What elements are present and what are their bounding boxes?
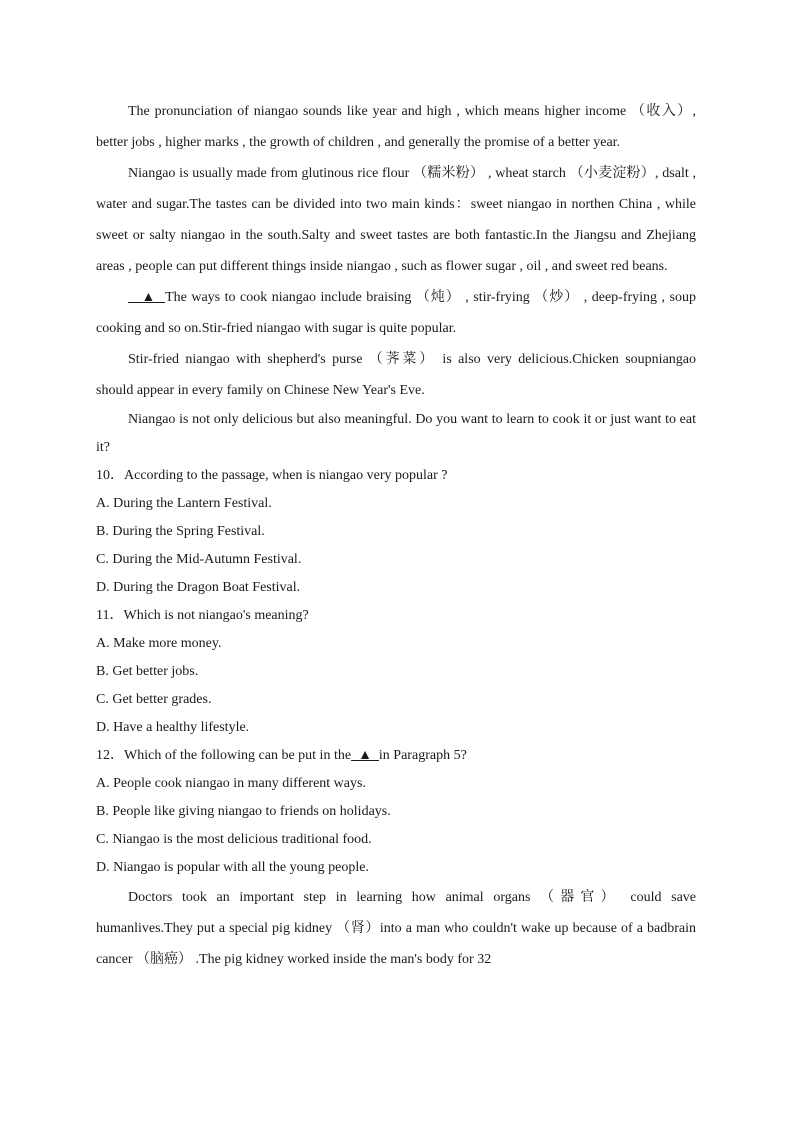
option-c: C. During the Mid-Autumn Festival. [96, 552, 302, 567]
question-stem: 11．Which is not niangao's meaning? [96, 608, 309, 623]
question-11 [96, 602, 696, 742]
question-stem-end: in Paragraph 5? [378, 748, 467, 763]
passage-paragraph-3 [96, 282, 696, 344]
question-stem: 10．According to the passage, when is niangao very popular ? [96, 468, 448, 483]
answer-blank: ▲ [128, 290, 166, 305]
question-stem [96, 742, 696, 770]
document-page [96, 96, 696, 975]
option-b: B. Get better jobs. [96, 664, 199, 679]
question-stem-start: 12．Which of the following can be put in the [96, 748, 352, 763]
option-a: A. People cook niangao in many different ways. [96, 776, 366, 791]
option-d: D. Have a healthy lifestyle. [96, 720, 250, 735]
option-a: A. Make more money. [96, 636, 222, 651]
passage-paragraph-5: Niangao is not only delicious but also meaningful. Do you want to learn to cook it or just want to eat it? [96, 412, 696, 455]
option-b: B. During the Spring Festival. [96, 524, 265, 539]
answer-blank: ▲ [351, 748, 379, 763]
option-d: D. Niangao is popular with all the young people. [96, 860, 369, 875]
question-10 [96, 462, 696, 602]
option-a: A. During the Lantern Festival. [96, 496, 272, 511]
option-c: C. Get better grades. [96, 692, 212, 707]
passage-paragraph-2: Niangao is usually made from glutinous rice flour （糯米粉） , wheat starch （小麦淀粉）, dsalt , water and sugar.The tastes can be divided into two main kinds：sweet niangao in northen China , while sweet or salty niangao in the south.Salty and sweet tastes are both fantastic.In the Jiangsu and Zhejiang areas , people can put different things inside niangao , such as flower sugar , oil , and sweet red beans. [96, 166, 696, 274]
passage-paragraph-3-text: The ways to cook niangao include braising （炖） , stir-frying （炒） , deep-frying , soup cooking and so on.Stir-fried niangao with sugar is quite popular. [96, 290, 696, 336]
passage-paragraph-1: The pronunciation of niangao sounds like year and high , which means higher income （收入）, better jobs , higher marks , the growth of children , and generally the promise of a better year. [96, 104, 696, 150]
passage-paragraph-4: Stir-fried niangao with shepherd's purse （荠菜） is also very delicious.Chicken soupniangao should appear in every family on Chinese New Year's Eve. [96, 352, 696, 398]
option-c: C. Niangao is the most delicious traditional food. [96, 832, 372, 847]
question-12 [96, 742, 696, 882]
option-d: D. During the Dragon Boat Festival. [96, 580, 301, 595]
passage-2-paragraph-1: Doctors took an important step in learning how animal organs （器官） could save humanlives.They put a special pig kidney （肾）into a man who couldn't wake up because of a badbrain cancer （脑癌） .The pig kidney worked inside the man's body for 32 [96, 890, 696, 967]
option-b: B. People like giving niangao to friends on holidays. [96, 804, 391, 819]
